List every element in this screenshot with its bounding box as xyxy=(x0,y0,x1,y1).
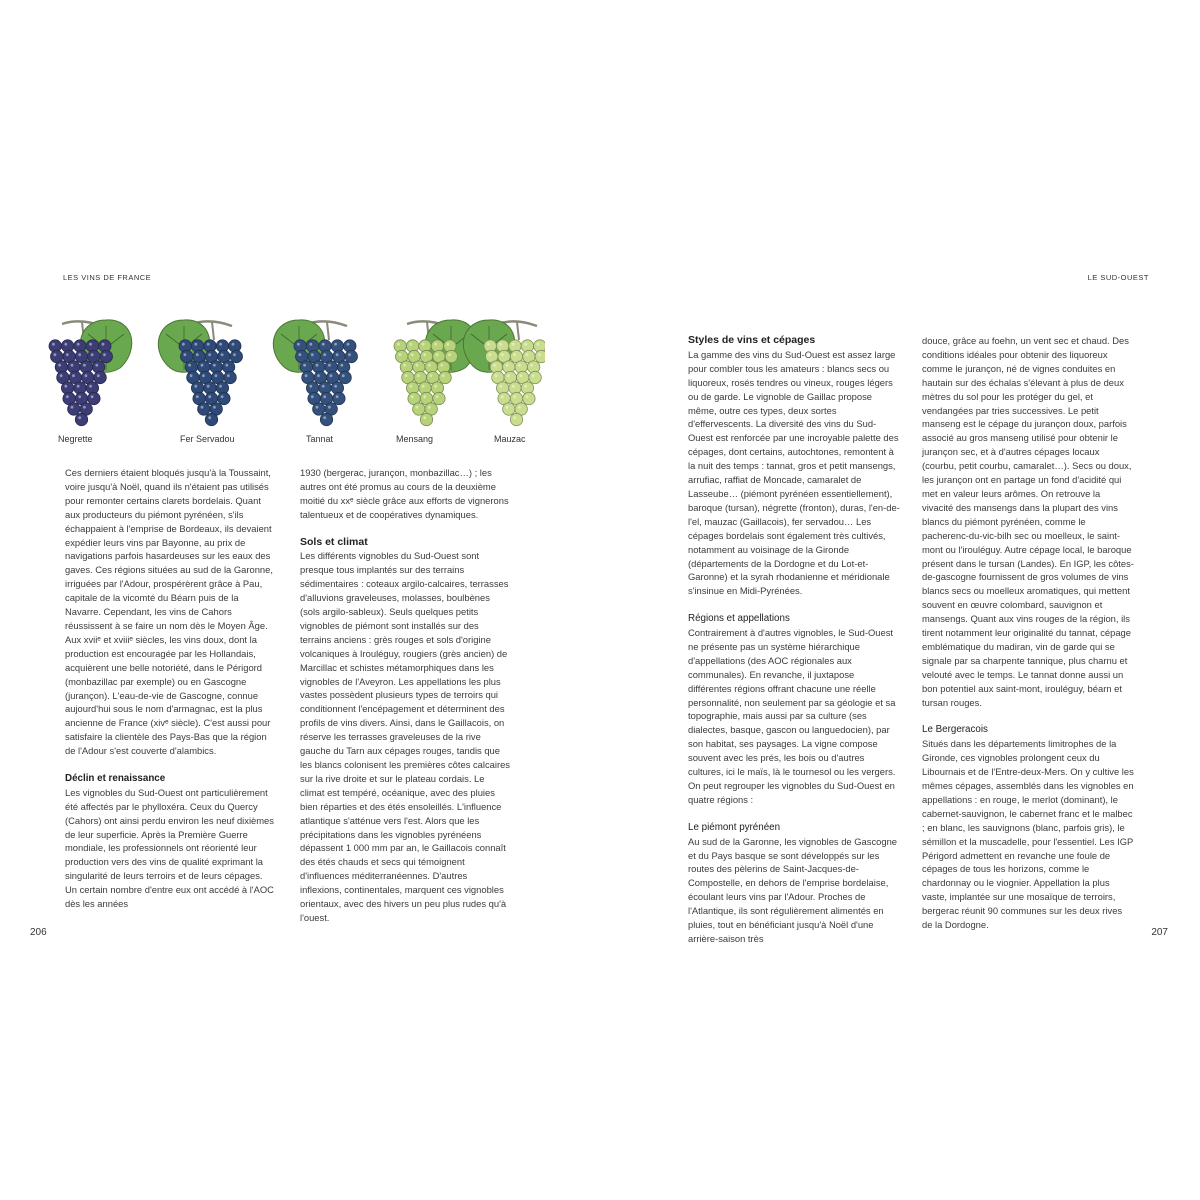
paragraph: Au sud de la Garonne, les vignobles de Gascogne et du Pays basque se sont développés sur les routes des pèlerins de Saint-Jacques-de-Compostelle, en dehors de l'emprise bordelaise, écoulant leurs vins par l'Adour. Proches de l'Atlantique, ils sont régulièrement alimentés en pluies, tout en bénéficiant jusqu'à Noël d'une arrière-saison très xyxy=(688,835,897,944)
paragraph: douce, grâce au foehn, un vent sec et chaud. Des conditions idéales pour obtenir des liquoreux comme le jurançon, né de vignes conduites en hautain sur des échalas s'élevant à plus de deux mètres du sol pour les protéger du gel, et vendangées par tries successives. Le petit manseng est le cépage du jurançon doux, parfois associé au gros manseng utilisé pour obtenir le jurançon sec, et à d'autres cépages locaux (courbu, petit courbu, camaralet…). Secs ou doux, les jurançon ont en partage un fond d'acidité qui met en valeur leurs arômes. On retrouve la vivacité des mansengs dans la plupart des vins blancs du piémont pyrénéen, comme le pacherenc-du-vic-bilh sec ou moelleux, le saint-mont ou l'irouléguy. Autre cépage local, le baroque présent dans le tursan (Landes). En IGP, les côtes-de-gascogne fournissent de gros volumes de vins blancs secs ou moelleux aromatiques, qui mettent souvent en œuvre colombard, sauvignon et mansengs. Quant aux vins rouges de la région, ils tirent notamment leur originalité du tannat, cépage emblématique du madiran, vin de garde qui se signale par sa charpente tannique, plus charnu et velouté avec le temps. Le tannat donne aussi un bon potentiel aux saint-mont, irouléguy, béarn et tursan rouges. xyxy=(922,335,1134,708)
paragraph: Les vignobles du Sud-Ouest ont particulièrement été affectés par le phylloxéra. Ceux du Quercy (Cahors) ont ainsi perdu environ les neuf dixièmes de leur superficie. Après la Première Guerre mondiale, les professionnels ont réorienté leur production vers des vins de qualité exprimant la singularité de leurs terroirs et de leurs cépages. Un certain nombre d'entre eux ont accédé à l'AOC dès les années xyxy=(65,786,274,910)
grape-varieties-illustration xyxy=(25,316,545,451)
left-page-column-1 xyxy=(65,466,275,911)
heading-declin-renaissance: Déclin et renaissance xyxy=(65,772,166,784)
heading-styles-vins-cepages: Styles de vins et cépages xyxy=(688,334,816,346)
paragraph: Contrairement à d'autres vignobles, le Sud-Ouest ne présente pas un système hiérarchique d'appellations (des AOC régionales aux communales). En revanche, il juxtapose différentes régions offrant chacune une réelle personnalité, non seulement par sa géologie et sa topographie, mais aussi par sa culture (ses dialectes, basque, gascon ou languedocien), par son habitat, ses paysages. La vigne compose souvent avec les prés, les bois ou d'autres cultures, ici le maïs, là le tournesol ou les vergers. On peut regrouper les vignobles du Sud-Ouest en quatre régions : xyxy=(688,627,896,805)
grape-bunch-white-icon xyxy=(463,320,545,426)
paragraph: Ces derniers étaient bloqués jusqu'à la Toussaint, voire jusqu'à Noël, quand ils n'étaient pas utilisés pour remonter certains clarets bordelais. Quant aux producteurs du piémont pyrénéen, s'ils échappaient à l'emprise de Bordeaux, ils devaient expédier leurs vins par Bayonne, au prix de navigations parfois hasardeuses sur les eaux des gaves. Ces régions situées au sud de la Garonne, irriguées par l'Adour, prospérèrent grâce à Pau, capitale de la vicomté du Béarn puis de la Navarre. Cependant, les vins de Cahors réussissent à se faire un nom dès le Moyen Âge. Aux xviiᵉ et xviiiᵉ siècles, les vins doux, dont la production est encouragée par les Hollandais, acquièrent une belle notoriété, dans le Périgord (monbazillac par exemple) ou en Gascogne (jurançon). L'eau-de-vie de Gascogne, connue aujourd'hui sous le nom d'armagnac, est la plus ancienne de France (xivᵉ siècle). C'est aussi pour satisfaire la clientèle des Pays-Bas que la région de l'Adour s'est couverte d'alambics. xyxy=(65,467,273,757)
page-number-left: 206 xyxy=(30,927,47,938)
grape-label-negrette: Negrette xyxy=(58,434,93,444)
running-head-right: LE SUD-OUEST xyxy=(1087,273,1149,282)
running-head-left: LES VINS DE FRANCE xyxy=(63,273,152,282)
grape-bunch-dark-icon xyxy=(158,320,242,426)
grape-label-mensang: Mensang xyxy=(396,434,434,444)
paragraph: 1930 (bergerac, jurançon, monbazillac…) ; les autres ont été promus au cours de la deuxième moitié du xxᵉ siècle grâce aux efforts de vignerons talentueux et de coopératives dynamiques. xyxy=(300,467,509,520)
paragraph: Situés dans les départements limitrophes de la Gironde, ces vignobles prolongent ceux du Libournais et de l'Entre-deux-Mers. On y cultive les mêmes cépages, assemblés dans les vignobles en appellations : en rouge, le merlot (dominant), le cabernet-sauvignon, le cabernet franc et le malbec ; en blanc, les sauvignons (blanc, parfois gris), le sémillon et la muscadelle, pour l'essentiel. Les IGP Périgord admettent en revanche une foule de cépages de tous les horizons, comme le chardonnay ou le viognier. Appellation la plus vaste, implantée sur une mosaïque de terroirs, bergerac réunit 90 communes sur les deux rives de la Dordogne. xyxy=(922,738,1134,931)
paragraph: Les différents vignobles du Sud-Ouest sont presque tous implantés sur des terrains sédimentaires : coteaux argilo-calcaires, terrasses d'alluvions graveleuses, molasses, boulbènes (sols argilo-sableux). Seuls quelques petits vignobles de piémont sont installés sur des terrains anciens : grès rouges et sols d'origine volcaniques à Irouléguy, rougiers (grès ancien) de Marcillac et schistes métamorphiques dans les vignobles de l'Aveyron. Les appellations les plus vastes possèdent plusieurs types de terroirs qui conditionnent l'encépagement et déterminent des profils de vins divers. Ainsi, dans le Gaillacois, on réserve les terrasses graveleuses de la rive gauche du Tarn aux cépages rouges, tandis que les blancs colonisent les premières côtes calcaires sur la rive droite et sur le plateau cordais. Le climat est tempéré, océanique, avec des pluies bien réparties et des étés ensoleillés. L'influence atlantique s'atténue vers l'est. Alors que les précipitations dans les vignobles pyrénéens dépassent 1 000 mm par an, le Gaillacois connaît des étés chauds et secs qui témoignent d'influences méditerranéennes. D'autres inflexions, continentales, marquent ces vignobles orientaux, avec des hivers un peu plus rudes qu'à l'ouest. xyxy=(300,550,510,923)
grape-label-fer-servadou: Fer Servadou xyxy=(180,434,235,444)
right-page-column-1 xyxy=(688,334,900,946)
grape-bunch-dark-icon xyxy=(49,320,132,426)
page-number-right: 207 xyxy=(1151,927,1168,938)
heading-regions-appellations: Régions et appellations xyxy=(688,613,790,625)
grape-label-tannat: Tannat xyxy=(306,434,334,444)
right-page-column-2 xyxy=(922,334,1134,932)
grape-bunch-dark-icon xyxy=(273,320,357,426)
heading-piemont-pyreneen: Le piémont pyrénéen xyxy=(688,821,781,833)
paragraph: La gamme des vins du Sud-Ouest est assez large pour combler tous les amateurs : blancs secs ou liquoreux, rosés tendres ou vineux, rouges légers ou de garde. Le vignoble de Gaillac propose même, outre ces types, deux sortes d'effervescents. La diversité des vins du Sud-Ouest est renforcée par une incroyable palette des cépages, dont certains, autochtones, remontent à la nuit des temps : tannat, gros et petit mansengs, arrufiac, raffiat de Moncade, camaralet de Lasseube… (piémont pyrénéen essentiellement), baroque (tursan), négrette (fronton), duras, l'en-de-l'el, mauzac (Gaillacois), fer servadou… Les cépages bordelais sont également très cultivés, notamment au voisinage de la Gironde (départements de la Dordogne et du Lot-et-Garonne) et la syrah rhodanienne et méridionale s'insinue en Midi-Pyrénées. xyxy=(688,348,900,597)
left-page-column-2 xyxy=(300,466,510,925)
grape-label-mauzac: Mauzac xyxy=(494,434,526,444)
heading-sols-climat: Sols et climat xyxy=(300,535,368,548)
heading-bergeracois: Le Bergeracois xyxy=(922,724,988,736)
